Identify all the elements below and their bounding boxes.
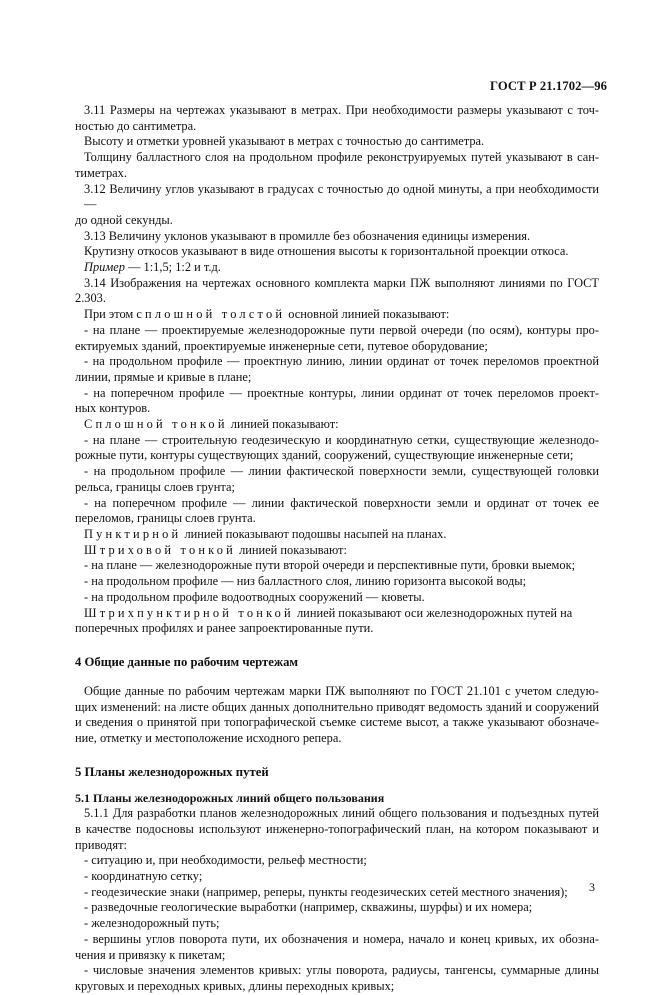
spaced-term: сплошной толстой bbox=[136, 307, 286, 322]
page-number: 3 bbox=[589, 880, 595, 894]
list-item: - координатную сетку; bbox=[84, 869, 203, 884]
paragraph-3-11-line: ностью до сантиметра. bbox=[75, 118, 197, 133]
list-item-line: - на поперечном профиле — проектные контуры, линии ординат от точек переломов проект- bbox=[84, 385, 599, 400]
section-5-line: приводят: bbox=[75, 837, 127, 852]
section-5-heading: 5 Планы железнодорожных путей bbox=[75, 764, 269, 779]
paragraph-3-13-line: 3.13 Величину уклонов указывают в промилле без обозначения единицы измерения. bbox=[84, 228, 531, 243]
list-item-line: - на продольном профиле — проектную линию, линии ординат от точек переломов проектной bbox=[84, 354, 599, 369]
paragraph-3-12-line: 3.12 Величину углов указывают в градусах с точностью до одной минуты, а при необходимости — bbox=[84, 181, 599, 212]
text-span: основной линией показывают: bbox=[285, 307, 450, 322]
list-item: - разведочные геологические выработки (например, скважины, шурфы) и их номера; bbox=[84, 900, 533, 915]
text-span: линией показывают подошвы насыпей на планах. bbox=[181, 526, 447, 541]
text-line bbox=[75, 527, 599, 543]
text-span: линией показывают оси железнодорожных путей на bbox=[293, 605, 573, 620]
text-line: поперечных профилях и ранее запроектированные пути. bbox=[75, 621, 374, 636]
list-item-line: линии, прямые и кривые в плане; bbox=[75, 369, 252, 384]
subsection-5-1-heading: 5.1 Планы железнодорожных линий общего пользования bbox=[75, 790, 385, 805]
section-4-heading: 4 Общие данные по рабочим чертежам bbox=[75, 654, 299, 669]
list-item: - ситуацию и, при необходимости, рельеф местности; bbox=[84, 853, 367, 868]
document-code: ГОСТ Р 21.1702—96 bbox=[490, 79, 607, 93]
list-item-line: - на продольном профиле водоотводных сооружений — кюветы. bbox=[84, 589, 425, 604]
list-item: - вершины углов поворота пути, их обозначения и номера, начало и конец кривых, их обозна- bbox=[84, 931, 599, 946]
text-line: Толщину балластного слоя на продольном профиле реконструируемых путей указывают в сан- bbox=[84, 150, 599, 165]
section-5-line: в качестве подосновы используют инженерно-топографический план, на котором показывают и bbox=[75, 821, 599, 836]
text-line bbox=[75, 606, 599, 622]
spaced-term: Сплошной тонкой bbox=[84, 417, 228, 432]
text-span: линией показывают: bbox=[236, 542, 347, 557]
list-item-line: - на плане — проектируемые железнодорожные пути первой очереди (по осям), контуры про- bbox=[84, 322, 599, 337]
list-item: круговых и переходных кривых, длины переходных кривых; bbox=[75, 978, 395, 993]
text-line: тиметрах. bbox=[75, 165, 127, 180]
text-span: линией показывают: bbox=[227, 417, 339, 432]
list-item-line: - на плане — железнодорожные пути второй очереди и перспективные пути, бровки выемок; bbox=[84, 558, 576, 573]
list-item: - числовые значения элементов кривых: углы поворота, радиусы, тангенсы, суммарные длины bbox=[84, 963, 599, 978]
paragraph-3-12-line: до одной секунды. bbox=[75, 212, 173, 227]
section-5-line: 5.1.1 Для разработки планов железнодорожных линий общего пользования и подъездных путей bbox=[84, 806, 599, 821]
spaced-term: Штрихпунктирной тонкой bbox=[84, 605, 294, 620]
section-4-line: Общие данные по рабочим чертежам марки ПЖ выполняют по ГОСТ 21.101 с учетом следую- bbox=[84, 683, 599, 698]
list-item: - геодезические знаки (например, реперы, пункты геодезических сетей местного значения); bbox=[84, 884, 568, 899]
document-body bbox=[75, 103, 599, 995]
list-item-line: рельса, границы слоев грунта; bbox=[75, 479, 235, 494]
section-4-line: ние, отметку и местоположение исходного репера. bbox=[75, 731, 342, 746]
list-item-line: - на продольном профиле — низ балластного слоя, линию горизонта высокой воды; bbox=[84, 574, 527, 589]
example-label: Пример bbox=[84, 260, 125, 275]
list-item-line: - на поперечном профиле — линии фактической поверхности земли и ординат от точек ее bbox=[84, 495, 599, 510]
list-item-line: ных контуров. bbox=[75, 401, 151, 416]
list-item-line: - на продольном профиле — линии фактической поверхности земли, существующей головки bbox=[84, 464, 599, 479]
paragraph-3-14-line: 3.14 Изображения на чертежах основного комплекта марки ПЖ выполняют линиями по ГОСТ bbox=[84, 275, 599, 290]
list-item-line: - на плане — строительную геодезическую и координатную сетки, существующие железнодо- bbox=[84, 432, 599, 447]
paragraph-3-14-line: 2.303. bbox=[75, 291, 106, 306]
spaced-term: Штриховой тонкой bbox=[84, 542, 236, 557]
section-4-line: и сведения о принятой при топографической съемке системе высот, а также указывают обозначе- bbox=[75, 715, 599, 730]
text-line bbox=[75, 417, 599, 433]
text-span: При этом bbox=[84, 307, 137, 322]
list-item: - железнодорожный путь; bbox=[84, 916, 220, 931]
text-line bbox=[75, 307, 599, 323]
spaced-term: Пунктирной bbox=[84, 526, 182, 541]
text-line: Высоту и отметки уровней указывают в метрах с точностью до сантиметра. bbox=[84, 134, 485, 149]
list-item-line: переломов, границы слоев грунта. bbox=[75, 511, 256, 526]
example-line bbox=[75, 260, 599, 276]
example-text: — 1:1,5; 1:2 и т.д. bbox=[124, 260, 221, 275]
section-4-line: щих изменений: на листе общих данных дополнительно приводят ведомость зданий и сооружений bbox=[75, 699, 599, 714]
text-line bbox=[75, 543, 599, 559]
list-item-line: ектируемых зданий, проектируемые инженерные сети, путевое оборудование; bbox=[75, 338, 488, 353]
list-item-line: рожные пути, контуры существующих зданий, сооружений, существующие инженерные сети; bbox=[75, 448, 574, 463]
paragraph-3-11-line: 3.11 Размеры на чертежах указывают в метрах. При необходимости размеры указывают с точ- bbox=[84, 103, 599, 117]
text-line: Крутизну откосов указывают в виде отношения высоты к горизонтальной проекции откоса. bbox=[84, 244, 569, 259]
list-item: чения и привязку к пикетам; bbox=[75, 947, 226, 962]
